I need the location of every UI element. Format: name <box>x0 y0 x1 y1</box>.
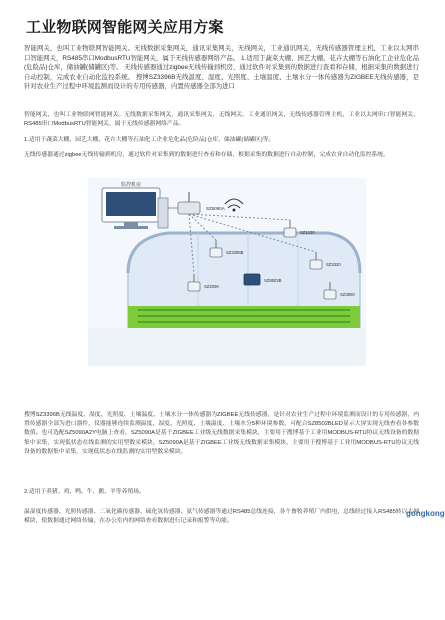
gateway-label: SZ5090A <box>206 206 225 211</box>
svg-text:SZ3320: SZ3320 <box>326 262 341 267</box>
desc-paragraph: 无线传感器通过zigbee无线传输到机房，通过软件对采集到的数据进行查看和存储，根据采集的数据进行自动控制，完成农业自动化监控系统。 <box>24 152 389 158</box>
svg-text:SZ8502B: SZ8502B <box>264 278 282 283</box>
item2-paragraph: 2.适用于养猪、鸡、鸭、牛、鹅、羊等养殖场。 <box>24 489 145 495</box>
item1-paragraph: 1.适用于蔬菜大棚、园艺大棚、花卉大棚等石油化工企业危化品(危险品)仓库，储油罐(储罐区)等。 <box>24 137 275 143</box>
pc-stand <box>124 222 138 226</box>
gateway-icon <box>178 202 200 214</box>
svg-text:SZ3800: SZ3800 <box>340 292 355 297</box>
intro-paragraph: 智能网关，也叫工业物联网智能网关。无线数据采集网关，通讯采集网关，无线网关，工业通讯网关，无线传感器管理主机，工业以太网串口智能网关，RS485串口ModbusRTU智能网关，属于无线传感器网络产品。 1.适用于蔬菜大棚、园艺大棚、花卉大棚等石油化工企业危化品(危险品)仓库，储油罐(储罐区)等。 无线传感器通过zigbee无线传输到机房，通过软件对采集到的数据进行查看和存储，根据采集的数据进行自动控制，完成农业自动化监控系统。 搜博SZ3396B无线温度、湿度、光照度、土壤温度、土壤水分一体传感器为ZIGBEE无线传感器，是针对农业生产过程中环境监测而设计的专用传感器，内置传感器全部为进口 <box>24 45 419 91</box>
pc-screen <box>106 192 156 216</box>
pc-base <box>114 226 148 229</box>
sensor-paragraph: 搜博SZ3396B无线温度、湿度、光照度、土壤温度、土壤水分一体传感器为ZIGBEE无线传感器，是针对农业生产过程中环境监测而设计的专用传感器，内置传感器全部为进口器件，仪器能够连续监测温度、湿度、光照度、土壤温度、土壤水分5种环境参数，可配合SZ8502BLED显示大屏实现无线查看各参数数值。也可选配SZ5090A2Y电脑上查看。SZ5090A是基于ZIGBEE工业级无线数据采集模块，主要用于搜博基于工业用MODBUS-RTU协议无线设备的数据集中采集，实现低状态在线监测的实用型数采模块。SZ5090A是基于ZIGBEE工业级无线数据采集模块，主要用于搜博基于工业用MODBUS-RTU协议无线设备的数据集中采集，实现低状态在线监测的实用型数采模块。 <box>24 412 419 455</box>
pc-tower-icon <box>158 198 168 228</box>
wifi-dot <box>233 209 236 212</box>
page-title: 工业物联网智能网关应用方案 <box>26 19 224 36</box>
livestock-paragraph: 温湿度传感器、光照传感器、二氧化碳传感器、硫化氢传感器、氨气传感器等通过RS485总线连接，各个畜牧养殖厂内供电，总线经过接入RS485转以太网模块，使数据通过网络传输，在办公室内的网络查看数据进行记录和报警等功能。 <box>24 509 419 525</box>
pc-label: 监控机房 <box>120 182 142 188</box>
svg-text:SZ1230: SZ1230 <box>300 230 315 235</box>
svg-text:SZ2006: SZ2006 <box>204 284 219 289</box>
svg-text:SZ3396B: SZ3396B <box>226 250 244 255</box>
figure-watermark: gongkong <box>406 509 445 518</box>
repeat-paragraph: 智能网关，也叫工业物联网智能网关。无线数据采集网关，通讯采集网关，无线网关，工业通讯网关，无线传感器管理主机，工业以太网串口智能网关，RS485串口ModbusRTU智能网关，属于无线传感器网络产品。 <box>24 112 419 128</box>
ground <box>88 328 366 366</box>
